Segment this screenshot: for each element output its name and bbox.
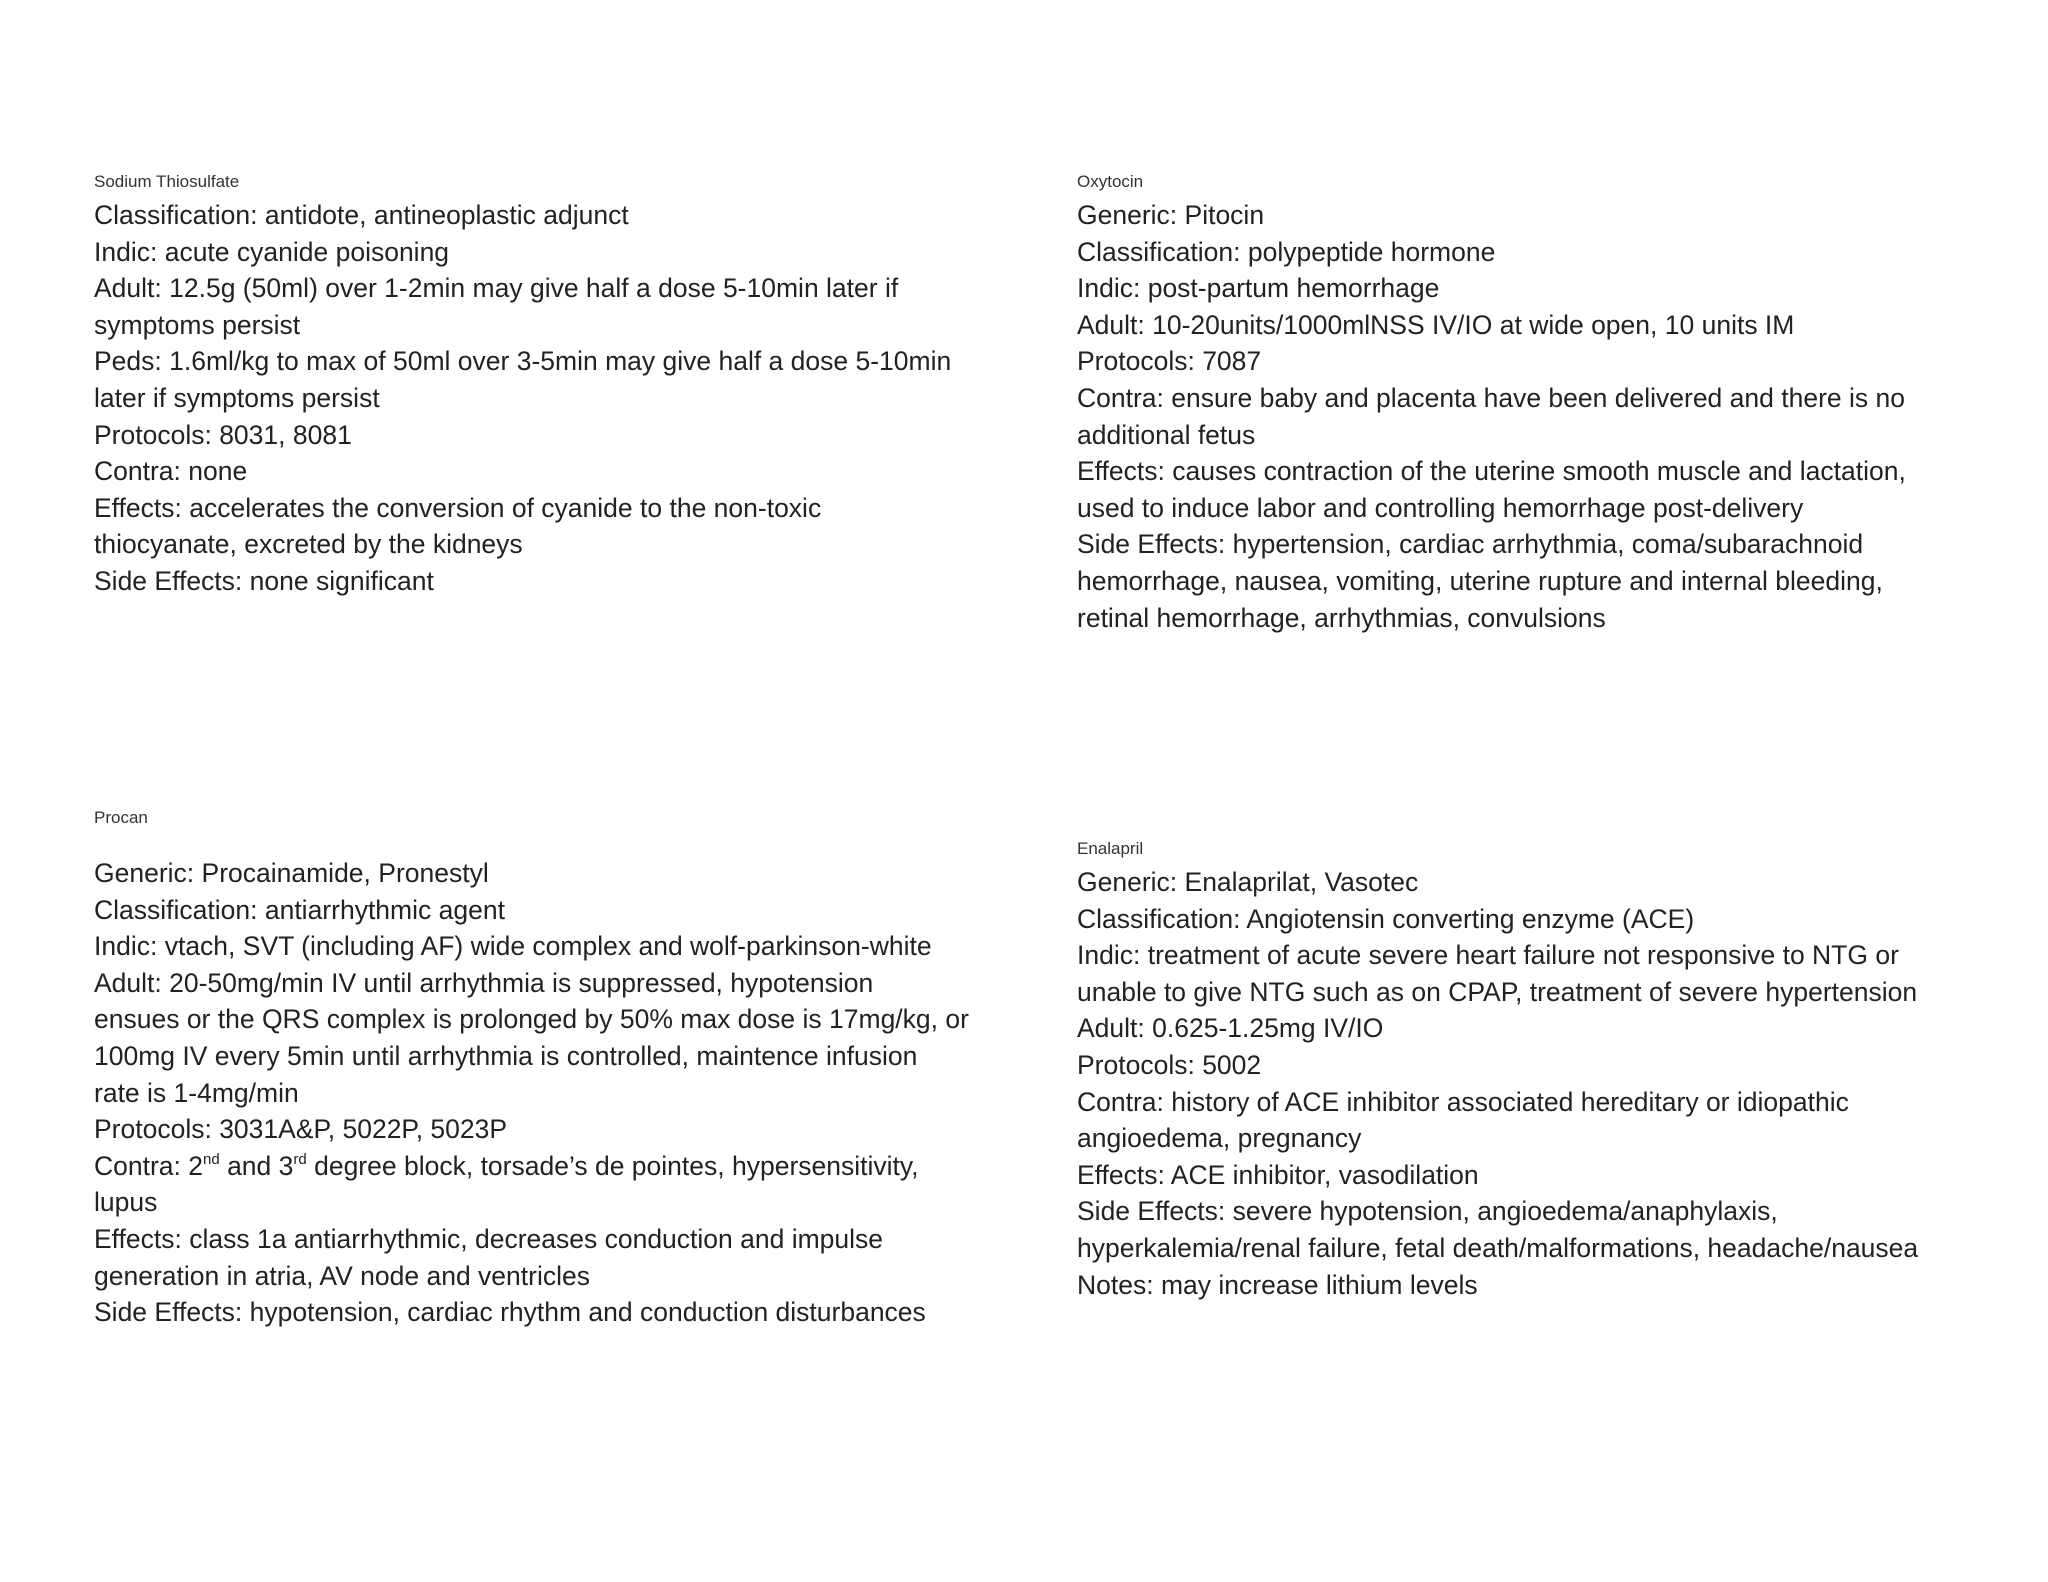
card-line: angioedema, pregnancy <box>1077 1123 1362 1154</box>
card-line: Effects: class 1a antiarrhythmic, decreases conduction and impulse <box>94 1223 884 1254</box>
contra-middle: and 3 <box>219 1150 294 1181</box>
card-line: Effects: causes contraction of the uterine smooth muscle and lactation, <box>1077 456 1906 487</box>
card-line: Generic: Enalaprilat, Vasotec <box>1077 867 1419 897</box>
card-line: Side Effects: severe hypotension, angioedema/anaphylaxis, <box>1077 1196 1778 1227</box>
card-line: Side Effects: hypertension, cardiac arrhythmia, coma/subarachnoid <box>1077 529 1864 560</box>
card-line: Classification: antidote, antineoplastic adjunct <box>94 200 629 230</box>
card-line: additional fetus <box>1077 419 1256 450</box>
card-line: Indic: acute cyanide poisoning <box>94 236 450 267</box>
drug-card-oxytocin <box>1077 171 1957 636</box>
card-line: Indic: post-partum hemorrhage <box>1077 273 1440 304</box>
card-line: Generic: Pitocin <box>1077 200 1265 230</box>
card-line: Contra: history of ACE inhibitor associated hereditary or idiopathic <box>1077 1086 1849 1117</box>
drug-card-enalapril <box>1077 838 1957 1303</box>
card-line: lupus <box>94 1187 158 1218</box>
card-title: Sodium Thiosulfate <box>94 172 240 191</box>
card-line: thiocyanate, excreted by the kidneys <box>94 529 523 560</box>
card-line: Contra: ensure baby and placenta have been delivered and there is no <box>1077 382 1905 413</box>
card-line: Classification: Angiotensin converting enzyme (ACE) <box>1077 903 1695 934</box>
card-line: Adult: 20-50mg/min IV until arrhythmia is suppressed, hypotension <box>94 967 874 998</box>
card-line: generation in atria, AV node and ventricles <box>94 1260 590 1291</box>
card-line: ensues or the QRS complex is prolonged by 50% max dose is 17mg/kg, or <box>94 1004 969 1035</box>
card-line: symptoms persist <box>94 309 301 340</box>
card-line: Classification: antiarrhythmic agent <box>94 894 505 925</box>
card-line: retinal hemorrhage, arrhythmias, convulsions <box>1077 602 1606 633</box>
card-line: Side Effects: none significant <box>94 565 434 596</box>
card-line: Protocols: 7087 <box>1077 346 1262 377</box>
card-line: Notes: may increase lithium levels <box>1077 1269 1478 1300</box>
card-title: Enalapril <box>1077 839 1144 858</box>
contra-suffix: degree block, torsade’s de pointes, hypersensitivity, <box>306 1150 919 1181</box>
card-line: Effects: accelerates the conversion of cyanide to the non-toxic <box>94 492 822 523</box>
card-line: Generic: Procainamide, Pronestyl <box>94 858 489 888</box>
card-line: 100mg IV every 5min until arrhythmia is controlled, maintence infusion <box>94 1040 918 1071</box>
card-line: hyperkalemia/renal failure, fetal death/malformations, headache/nausea <box>1077 1232 1919 1263</box>
card-line: unable to give NTG such as on CPAP, treatment of severe hypertension <box>1077 976 1918 1007</box>
drug-card-procan <box>94 807 974 1331</box>
card-line: Classification: polypeptide hormone <box>1077 236 1496 267</box>
card-line: later if symptoms persist <box>94 382 380 413</box>
card-line: Peds: 1.6ml/kg to max of 50ml over 3-5min may give half a dose 5-10min <box>94 346 952 377</box>
card-line: Adult: 10-20units/1000mlNSS IV/IO at wide open, 10 units IM <box>1077 309 1795 340</box>
card-line: Indic: treatment of acute severe heart failure not responsive to NTG or <box>1077 940 1899 971</box>
card-line: used to induce labor and controlling hemorrhage post-delivery <box>1077 492 1804 523</box>
card-title: Procan <box>94 808 148 827</box>
contra-line <box>94 1148 974 1185</box>
card-line: Contra: none <box>94 456 248 487</box>
card-line: rate is 1-4mg/min <box>94 1077 299 1108</box>
card-title: Oxytocin <box>1077 172 1144 191</box>
card-line: Indic: vtach, SVT (including AF) wide complex and wolf-parkinson-white <box>94 931 932 962</box>
card-line: Adult: 12.5g (50ml) over 1-2min may give half a dose 5-10min later if <box>94 273 899 304</box>
card-line: Protocols: 5002 <box>1077 1049 1262 1080</box>
card-line: Adult: 0.625-1.25mg IV/IO <box>1077 1013 1384 1044</box>
card-line: hemorrhage, nausea, vomiting, uterine rupture and internal bleeding, <box>1077 565 1883 596</box>
ordinal-suffix: nd <box>203 1150 220 1168</box>
drug-card-sodium-thiosulfate <box>94 171 974 600</box>
card-line: Effects: ACE inhibitor, vasodilation <box>1077 1159 1479 1190</box>
ordinal-suffix: rd <box>293 1150 307 1168</box>
card-line: Protocols: 8031, 8081 <box>94 419 352 450</box>
contra-prefix: Contra: 2 <box>94 1150 204 1181</box>
card-line: Protocols: 3031A&P, 5022P, 5023P <box>94 1114 508 1145</box>
card-line: Side Effects: hypotension, cardiac rhythm and conduction disturbances <box>94 1297 926 1328</box>
